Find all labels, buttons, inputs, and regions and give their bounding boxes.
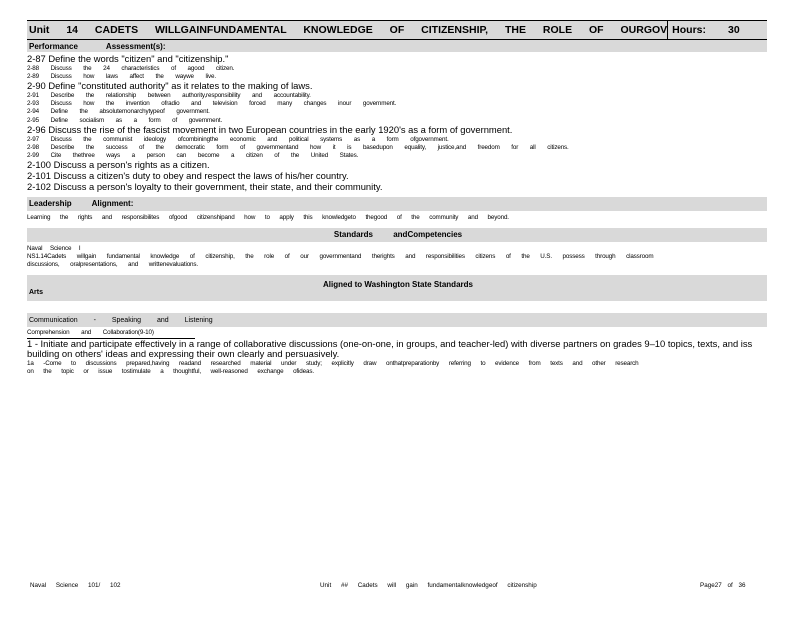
leadership-text: Learning the rights and responsibilites ofgood citizenshipand how to apply this knowledgeto thegood of the community and beyond. (27, 213, 509, 221)
standard-1-line1: 1 - Initiate and participate effectively in a range of collaborative discussions (one-on-one, in groups, and teacher-led) with diverse partners on grades 9–10 topics, texts, and iss (27, 338, 753, 349)
arts-label: Arts (29, 289, 44, 297)
competency-item: 2-94 Define the absolutemonarchytypeof government. (27, 108, 210, 116)
hours-label: Hours: (672, 24, 707, 36)
competency-item: 2-99 Cite thethree ways a person can become a citizen of the United States. (27, 152, 359, 160)
performance-bar (27, 40, 767, 52)
competency-item: 2-88 Discuss the 24 characteristics of agood citizen. (27, 64, 235, 72)
communication-bar (27, 313, 767, 327)
competency-item: 2-100 Discuss a person's rights as a citizen. (27, 159, 210, 171)
competency-item: 2-95 Define socialism as a form of government. (27, 116, 223, 124)
aligned-bar (27, 275, 767, 301)
hours-cell (667, 21, 767, 39)
standard-1a-line1: 1a -Come to discussions prepared,having readand researched material under study; explicitly draw onthatpreparationby referring to evidence from texts and other research (27, 360, 639, 368)
standards-body (27, 242, 767, 272)
competency-item: 2-90 Define "constituted authority" as it relates to the making of laws. (27, 80, 313, 92)
competency-item: 2-97 Discuss the communist ideology ofcombiningthe economic and political systems as a form ofgovernment. (27, 135, 449, 143)
competency-item: 2-93 Discuss how the invention ofradio and television forced many changes inour government. (27, 100, 397, 108)
leadership-label: Leadership Alignment: (29, 199, 134, 209)
standards-line-cont: discussions, oralpresentations, and writtenevaluations. (27, 261, 199, 269)
footer-course: Naval Science 101/ 102 (30, 582, 121, 589)
page-footer (30, 582, 760, 589)
competency-item: 2-96 Discuss the rise of the fascist movement in two European countries in the early 1920's as a form of government. (27, 123, 513, 135)
hours-value: 30 (728, 24, 740, 36)
standards-heading: Standards andCompetencies (333, 230, 463, 240)
footer-unit: Unit ## Cadets will gain fundamentalknowledgeof citizenship (320, 582, 537, 589)
unit-header (27, 20, 767, 40)
standard-1a-line2: on the topic or issue tostimulate a thoughtful, well-reasoned exchange ofideas. (27, 368, 314, 376)
standards-bar (27, 228, 767, 242)
competency-item: 2-101 Discuss a citizen's duty to obey and respect the laws of his/her country. (27, 170, 349, 182)
standards-line: NS1.14Cadets willgain fundamental knowledge of citizenship, the role of our governmentand therights and responsibilities citizens of the U.S. possess through classroom (27, 253, 654, 261)
standard-1-line2: building on others' ideas and expressing their own clearly and persuasively. (27, 348, 340, 360)
competency-item: 2-89 Discuss how laws affect the waywe live. (27, 73, 216, 80)
standards-course: Naval Science I (27, 244, 81, 252)
leadership-bar (27, 197, 767, 211)
competency-list (27, 52, 767, 193)
unit-title: Unit 14 CADETS WILLGAINFUNDAMENTAL KNOWLEDGE OF CITIZENSHIP, THE ROLE OF OURGOV (29, 24, 668, 36)
competency-item: 2-98 Describe the success of the democratic form of governmentand how it is basedupon equality, justice,and freedom for all citizens. (27, 143, 569, 151)
communication-label: Communication - Speaking and Listening (29, 316, 213, 324)
comprehension-subheading: Comprehension and Collaboration(9-10) (27, 329, 195, 338)
footer-page: Page27 of 36 (700, 582, 746, 589)
competency-item: 2-91 Describe the relationship between authority,responsibility and accountability. (27, 92, 311, 99)
performance-label: Performance (29, 41, 78, 51)
assessments-label: Assessment(s): (105, 41, 166, 51)
aligned-heading: Aligned to Washington State Standards (323, 280, 473, 290)
competency-item: 2-102 Discuss a person's loyalty to their government, their state, and their community. (27, 180, 383, 192)
lesson-document (27, 20, 767, 377)
competency-item: 2-87 Define the words "citizen" and "citizenship." (27, 53, 229, 64)
